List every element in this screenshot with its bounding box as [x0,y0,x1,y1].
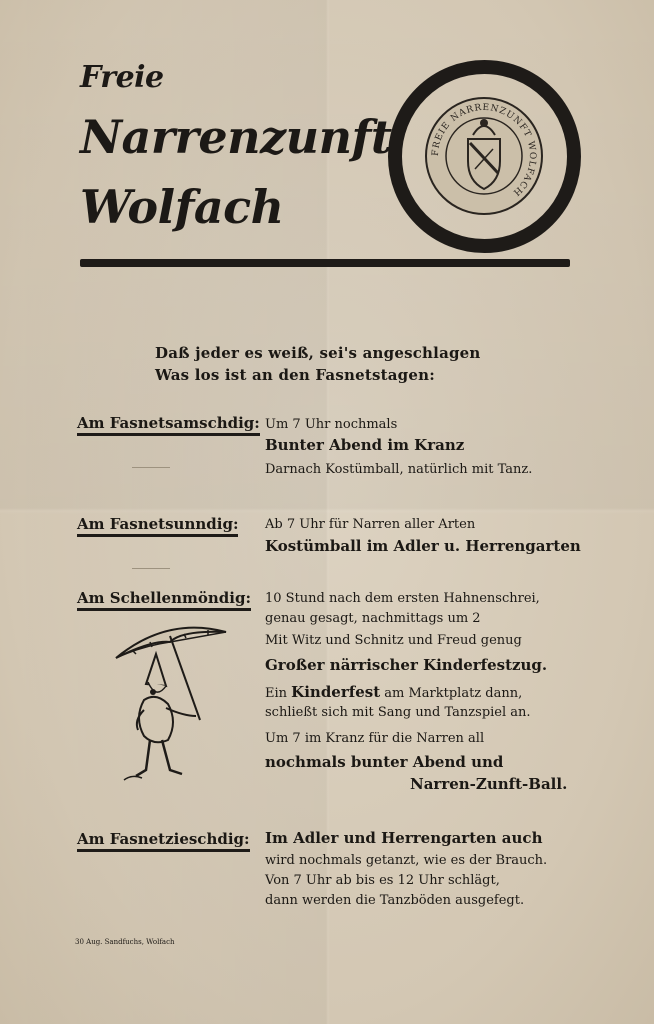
dienstag-line-2: wird nochmals getanzt, wie es der Brauch. [265,853,548,868]
gnome-with-umbrella-illustration [112,620,232,795]
sonntag-line-1: Ab 7 Uhr für Narren aller Arten [265,517,476,532]
montag-line-5-post: am Marktplatz dann, [384,686,523,701]
day-label-dienstag: Am Fasnetzieschdig: [77,830,250,852]
montag-line-1: 10 Stund nach dem ersten Hahnenschrei, [265,591,540,606]
paper-mark [132,568,170,569]
day-label-samstag: Am Fasnetsamschdig: [77,414,260,436]
montag-line-6: schließt sich mit Sang und Tanzspiel an. [265,705,531,720]
divider-rule [80,259,570,267]
montag-line-8: nochmals bunter Abend und [265,753,504,771]
dienstag-line-1: Im Adler und Herrengarten auch [265,829,543,847]
title-freie: Freie [80,60,164,95]
montag-line-4: Großer närrischer Kinderfestzug. [265,656,548,674]
printer-imprint: 30 Aug. Sandfuchs, Wolfach [75,938,175,946]
samstag-line-1: Um 7 Uhr nochmals [265,417,398,432]
title-wolfach: Wolfach [80,180,284,234]
sonntag-line-2: Kostümball im Adler u. Herrengarten [265,537,581,555]
montag-line-2: genau gesagt, nachmittags um 2 [265,611,481,626]
montag-line-5-pre: Ein [265,686,288,701]
title-narrenzunft: Narrenzunft [80,110,392,164]
montag-line-9: Narren-Zunft-Ball. [410,775,568,793]
paper-mark [132,467,170,468]
montag-line-5 [265,683,522,701]
samstag-line-3: Darnach Kostümball, natürlich mit Tanz. [265,462,533,477]
intro-line-2: Was los ist an den Fasnetstagen: [155,366,435,384]
samstag-line-2: Bunter Abend im Kranz [265,436,465,454]
dienstag-line-4: dann werden die Tanzböden ausgefegt. [265,893,525,908]
montag-line-7: Um 7 im Kranz für die Narren all [265,731,485,746]
seal-inscription: FREIE NARRENZUNFT WOLFACH [430,102,538,198]
day-label-montag: Am Schellenmöndig: [77,589,251,611]
intro-text [155,342,481,386]
seal-icon [423,95,545,217]
montag-line-5-bold: Kinderfest [291,683,381,701]
intro-line-1: Daß jeder es weiß, sei's angeschlagen [155,344,481,362]
dienstag-line-3: Von 7 Uhr ab bis es 12 Uhr schlägt, [265,873,500,888]
montag-line-3: Mit Witz und Schnitz und Freud genug [265,633,522,648]
day-label-sonntag: Am Fasnetsunndig: [77,515,238,537]
